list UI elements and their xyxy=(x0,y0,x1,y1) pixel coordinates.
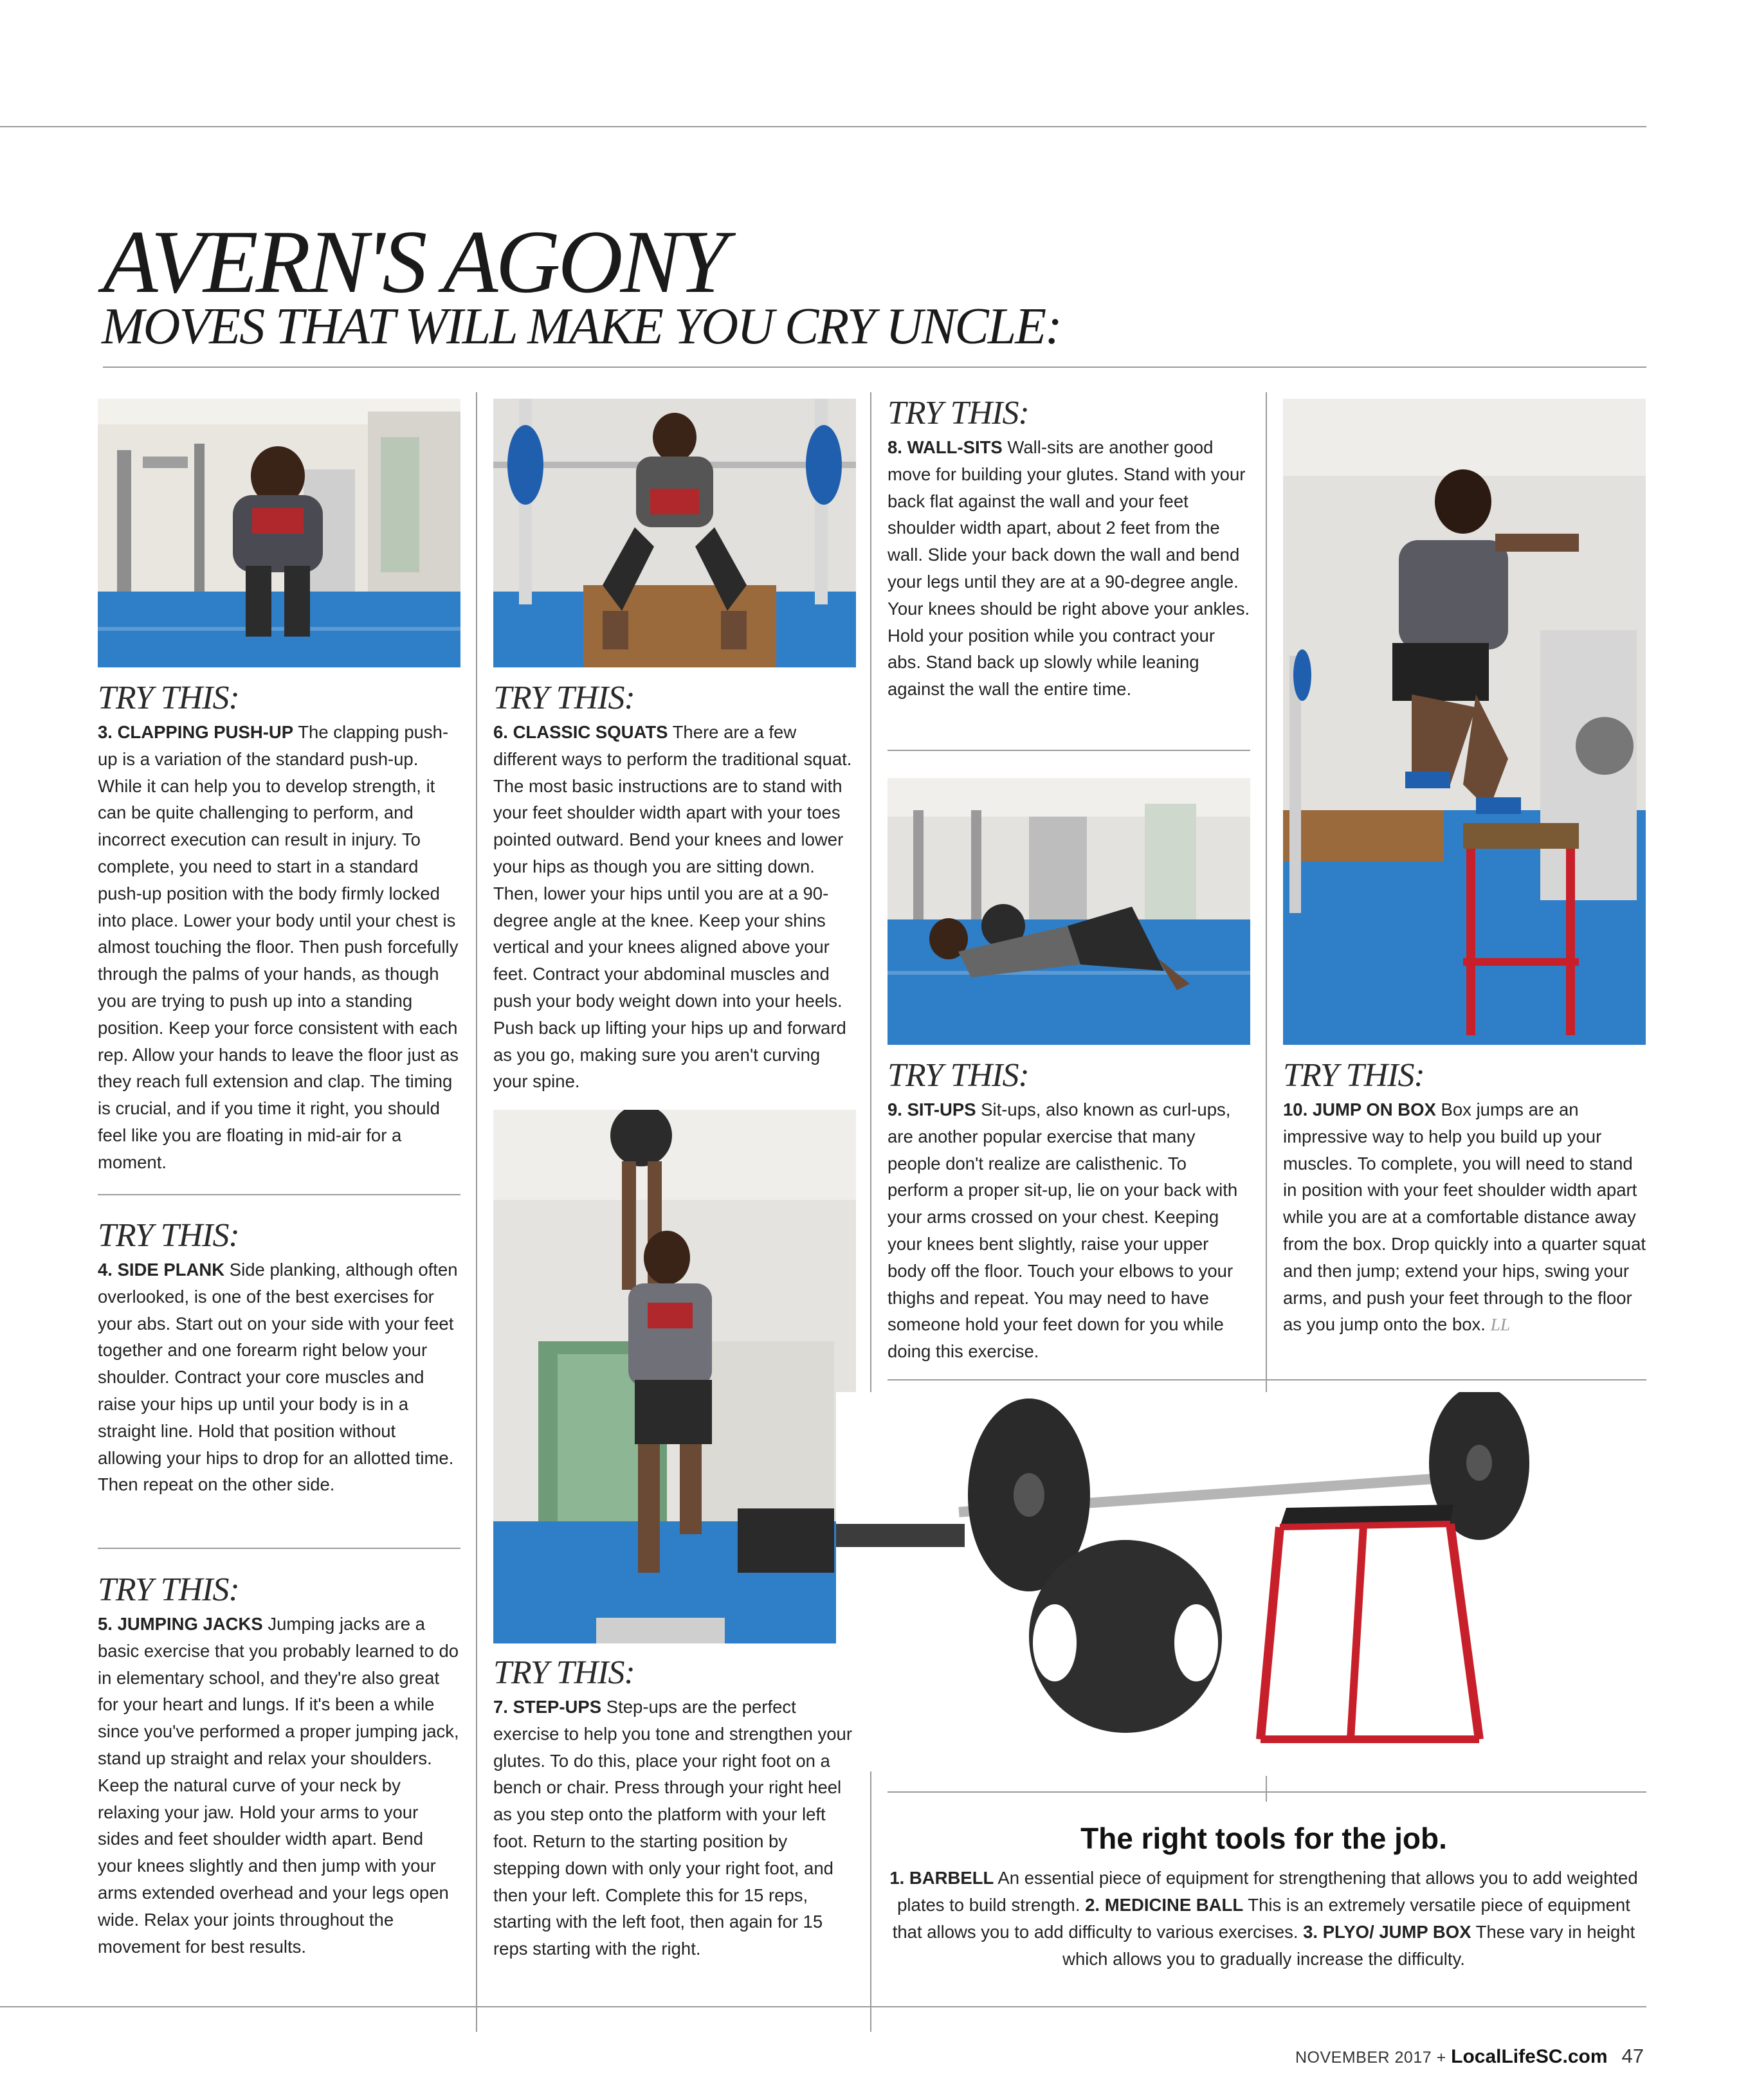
tools-description xyxy=(888,1865,1640,1973)
exercise-heading: 10. JUMP ON BOX xyxy=(1283,1100,1436,1119)
exercise-heading: 9. SIT-UPS xyxy=(888,1100,976,1119)
exercise-description: Step-ups are the perfect exercise to help you tone and strengthen your glutes. To do this, place your right foot on a bench or chair. Press through your right heel as you step onto the platform with your left foot. Return to the starting position by stepping down with only your right foot, and then your left. Complete this for 15 reps, starting with the left foot, then again for 15 reps starting with the right. xyxy=(493,1697,853,1959)
separator-col1-a xyxy=(98,1194,460,1195)
side-plank-section xyxy=(98,1219,462,1498)
exercise-description: Jumping jacks are a basic exercise that you probably learned to do in elementary school, and they're also great for your heart and lungs. If it's been a while since you've performed a proper jumping jack, stand up straight and relax your shoulders. Keep the natural curve of your neck by relaxing your jaw. Hold your arms to your sides and feet shoulder width apart. Bend your knees slightly and then jump with your arms extended overhead and your legs open wide. Relax your joints throughout the movement for best results. xyxy=(98,1614,459,1957)
article-title: AVERN'S AGONY xyxy=(103,212,725,312)
exercise-description: The clapping push-up is a variation of the standard push-up. While it can help you to develop strength, it can be quite challenging to perform, and incorrect execution can result in injury. To complete, you need to start in a standard push-up position with the body firmly locked into place. Lower your body until your chest is almost touching the floor. Then push forcefully through the palms of your hands, as though you are trying to push up into a standing position. Keep your force consistent with each rep. Allow your hands to leave the floor just as they reach full extension and clap. The timing is crucial, and if you time it right, you should feel like you are floating in mid-air for a moment. xyxy=(98,722,459,1172)
jump-on-box-text xyxy=(1283,1096,1647,1338)
clapping-pushup-section xyxy=(98,682,462,1176)
jump-on-box-photo xyxy=(1283,399,1646,1045)
exercise-description: Sit-ups, also known as curl-ups, are another popular exercise that many people don't realize are calisthenic. To perform a proper sit-up, lie on your back with your arms crossed on your chest. Keeping your knees bent slightly, raise your upper body off the floor. Touch your elbows to your thighs and repeat. You may need to have someone hold your feet down for you while doing this exercise. xyxy=(888,1100,1238,1362)
top-rule xyxy=(0,126,1646,127)
try-this-label: TRY THIS: xyxy=(888,1057,1029,1094)
exercise-heading: 8. WALL-SITS xyxy=(888,437,1003,457)
clapping-pushup-text xyxy=(98,719,462,1176)
column-divider-3 xyxy=(1266,392,1267,1402)
tool-jump-box-text: These vary in height which allows you to gradually increase the difficulty. xyxy=(1062,1922,1635,1969)
classic-squats-text xyxy=(493,719,857,1095)
exercise-description: Box jumps are an impressive way to help you build up your muscles. To complete, you will need to stand in position with your feet shoulder width apart while you are at a comfortable distance away from the box. Drop quickly into a quarter squat and then jump; extend your hips, swing your arms, and push your feet through to the floor as you jump onto the box. xyxy=(1283,1100,1646,1335)
side-plank-text xyxy=(98,1256,462,1498)
tool-jump-box-label: 3. PLYO/ JUMP BOX xyxy=(1303,1922,1471,1942)
tool-barbell-label: 1. BARBELL xyxy=(889,1868,994,1888)
article-subtitle: MOVES THAT WILL MAKE YOU CRY UNCLE: xyxy=(102,298,1061,355)
separator-col1-b xyxy=(98,1548,460,1549)
clapping-pushup-photo xyxy=(98,399,460,667)
tools-tick xyxy=(1266,1776,1267,1802)
classic-squats-section xyxy=(493,682,857,1095)
sit-ups-text xyxy=(888,1096,1252,1365)
exercise-heading: 4. SIDE PLANK xyxy=(98,1260,225,1280)
separator-col3 xyxy=(888,750,1250,751)
exercise-heading: 3. CLAPPING PUSH-UP xyxy=(98,722,294,742)
try-this-label: TRY THIS: xyxy=(98,680,239,716)
try-this-label: TRY THIS: xyxy=(888,395,1029,431)
separator-tools xyxy=(888,1791,1646,1793)
bottom-rule xyxy=(0,2006,1646,2007)
exercise-heading: 5. JUMPING JACKS xyxy=(98,1614,263,1634)
step-ups-text xyxy=(493,1694,857,1962)
try-this-label: TRY THIS: xyxy=(98,1571,239,1608)
exercise-heading: 6. CLASSIC SQUATS xyxy=(493,722,668,742)
wall-sits-text xyxy=(888,434,1252,703)
title-rule xyxy=(103,367,1646,368)
wall-sits-section xyxy=(888,397,1252,703)
page-footer xyxy=(1295,2045,1644,2068)
try-this-label: TRY THIS: xyxy=(1283,1057,1425,1094)
tools-heading: The right tools for the job. xyxy=(1080,1822,1447,1855)
sit-ups-photo xyxy=(888,778,1250,1045)
tool-medicine-ball-text: This is an extremely versatile piece of equipment that allows you to add difficulty to various exercises. xyxy=(892,1895,1630,1942)
exercise-description: There are a few different ways to perform the traditional squat. The most basic instructions are to stand with your feet shoulder width apart with your toes pointed outward. Bend your knees and lower your hips as though you are sitting down. Then, lower your hips until you are at a 90-degree angle at the knee. Keep your shins vertical and your knees aligned above your feet. Contract your abdominal muscles and push your body weight down into your heels. Push back up lifting your hips up and forward as you go, making sure you aren't curving your spine. xyxy=(493,722,852,1092)
step-ups-section xyxy=(493,1656,857,1962)
try-this-label: TRY THIS: xyxy=(493,1654,635,1691)
column-divider-1 xyxy=(476,392,477,2032)
column-divider-2 xyxy=(870,392,871,2032)
step-ups-photo xyxy=(493,1110,856,1643)
jumping-jacks-section xyxy=(98,1573,462,1960)
exercise-heading: 7. STEP-UPS xyxy=(493,1697,602,1717)
tool-barbell-text: An essential piece of equipment for strengthening that allows you to add weighted plates to build strength. xyxy=(897,1868,1638,1915)
footer-issue-date: NOVEMBER 2017 + xyxy=(1295,2049,1452,2067)
jumping-jacks-text xyxy=(98,1611,462,1960)
separator-right xyxy=(888,1379,1646,1380)
exercise-description: Side planking, although often overlooked, is one of the best exercises for your abs. Start out on your side with your feet together and one forearm right below your shoulder. Contract your core muscles and raise your hips up until your body is in a straight line. Hold that position without allowing your hips to drop for an allotted time. Then repeat on the other side. xyxy=(98,1260,458,1495)
try-this-label: TRY THIS: xyxy=(98,1217,239,1254)
equipment-photo xyxy=(836,1392,1556,1771)
try-this-label: TRY THIS: xyxy=(493,680,635,716)
sit-ups-section xyxy=(888,1059,1252,1365)
exercise-description: Wall-sits are another good move for building your glutes. Stand with your back flat against the wall and your feet shoulder width apart, about 2 feet from the wall. Slide your back down the wall and bend your legs until they are at a 90-degree angle. Your knees should be right above your ankles. Hold your position while you contract your abs. Stand back up slowly while leaning against the wall the entire time. xyxy=(888,437,1250,700)
tool-medicine-ball-label: 2. MEDICINE BALL xyxy=(1085,1895,1244,1915)
jump-on-box-section xyxy=(1283,1059,1647,1338)
footer-website: LocalLifeSC.com xyxy=(1451,2046,1608,2067)
page-number: 47 xyxy=(1621,2045,1644,2067)
author-signature: LL xyxy=(1490,1314,1511,1335)
classic-squat-photo xyxy=(493,399,856,667)
